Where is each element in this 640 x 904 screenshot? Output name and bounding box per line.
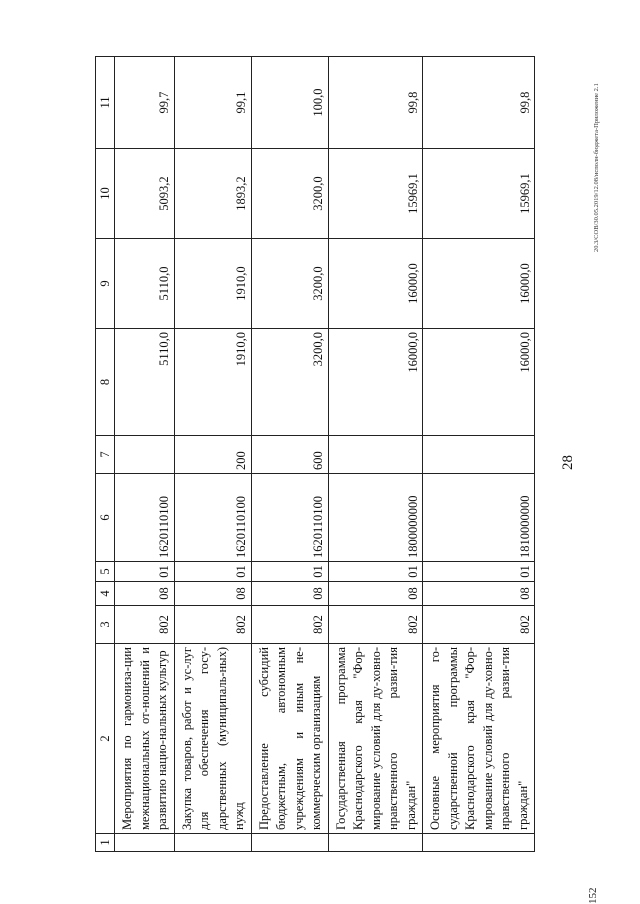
amount-cell: 1910,0 <box>174 239 251 329</box>
column-number: 6 <box>96 474 115 562</box>
amount-cell: 5093,2 <box>115 149 175 239</box>
amount-cell: 3200,0 <box>251 329 328 436</box>
item-name-cell: Основные мероприятия го-сударственной программы Краснодарского края "Фор-мирование условий для ду-ховно-нравственного разви-тия граждан" <box>423 644 535 834</box>
amount-cell: 1893,2 <box>174 149 251 239</box>
row-index-cell <box>174 834 251 852</box>
department-code-cell: 802 <box>423 606 535 644</box>
subsection-code-cell: 01 <box>251 562 328 582</box>
column-number-row <box>96 57 115 852</box>
column-number: 3 <box>96 606 115 644</box>
column-number: 10 <box>96 149 115 239</box>
column-number: 4 <box>96 582 115 606</box>
section-code-cell: 08 <box>115 582 175 606</box>
section-code-cell: 08 <box>251 582 328 606</box>
budget-execution-table <box>95 56 535 852</box>
amount-cell: 3200,0 <box>251 149 328 239</box>
row-index-cell <box>251 834 328 852</box>
section-code-cell: 08 <box>423 582 535 606</box>
column-number: 5 <box>96 562 115 582</box>
amount-cell: 16000,0 <box>328 239 423 329</box>
amount-cell: 5110,0 <box>115 239 175 329</box>
item-name-cell: Мероприятия по гармониза-ции межнациональных от-ношений и развитию нацио-нальных культур <box>115 644 175 834</box>
expense-type-cell <box>328 436 423 474</box>
subsection-code-cell: 01 <box>328 562 423 582</box>
percent-cell: 99,1 <box>174 57 251 149</box>
table-row <box>251 57 328 852</box>
section-code-cell: 08 <box>174 582 251 606</box>
row-index-cell <box>423 834 535 852</box>
item-name-cell: Государственная программа Краснодарского края "Фор-мирование условий для ду-ховно-нравственного разви-тия граждан" <box>328 644 423 834</box>
item-name-cell: Предоставление субсидий бюджетным, автономным учреждениям и иным не-коммерческим организациям <box>251 644 328 834</box>
department-code-cell: 802 <box>174 606 251 644</box>
amount-cell: 16000,0 <box>423 239 535 329</box>
subsection-code-cell: 01 <box>423 562 535 582</box>
amount-cell: 16000,0 <box>328 329 423 436</box>
percent-cell: 100,0 <box>251 57 328 149</box>
column-number: 11 <box>96 57 115 149</box>
table-row <box>423 57 535 852</box>
amount-cell: 15969,1 <box>423 149 535 239</box>
column-number: 9 <box>96 239 115 329</box>
row-index-cell <box>115 834 175 852</box>
page-number: 28 <box>560 455 576 470</box>
column-number: 1 <box>96 834 115 852</box>
percent-cell: 99,8 <box>328 57 423 149</box>
table-row <box>174 57 251 852</box>
column-number: 8 <box>96 329 115 436</box>
target-article-cell: 1810000000 <box>423 474 535 562</box>
table-row <box>328 57 423 852</box>
amount-cell: 5110,0 <box>115 329 175 436</box>
column-number: 2 <box>96 644 115 834</box>
expense-type-cell <box>423 436 535 474</box>
department-code-cell: 802 <box>251 606 328 644</box>
department-code-cell: 802 <box>328 606 423 644</box>
corner-page-number: 152 <box>587 887 599 904</box>
target-article-cell: 1620110100 <box>251 474 328 562</box>
subsection-code-cell: 01 <box>174 562 251 582</box>
footer-document-code: 20.3/СОВ/30.05.2019/12.08/исполн-бюджета-Приложение 2.1 <box>593 83 600 252</box>
expense-type-cell <box>115 436 175 474</box>
percent-cell: 99,7 <box>115 57 175 149</box>
target-article-cell: 1800000000 <box>328 474 423 562</box>
department-code-cell: 802 <box>115 606 175 644</box>
target-article-cell: 1620110100 <box>115 474 175 562</box>
section-code-cell: 08 <box>328 582 423 606</box>
amount-cell: 1910,0 <box>174 329 251 436</box>
row-index-cell <box>328 834 423 852</box>
amount-cell: 15969,1 <box>328 149 423 239</box>
column-number: 7 <box>96 436 115 474</box>
amount-cell: 3200,0 <box>251 239 328 329</box>
expense-type-cell: 200 <box>174 436 251 474</box>
expense-type-cell: 600 <box>251 436 328 474</box>
table-row <box>115 57 175 852</box>
subsection-code-cell: 01 <box>115 562 175 582</box>
target-article-cell: 1620110100 <box>174 474 251 562</box>
budget-table-container <box>95 57 584 852</box>
amount-cell: 16000,0 <box>423 329 535 436</box>
percent-cell: 99,8 <box>423 57 535 149</box>
item-name-cell: Закупка товаров, работ и ус-луг для обеспечения госу-дарственных (муниципаль-ных) нужд <box>174 644 251 834</box>
